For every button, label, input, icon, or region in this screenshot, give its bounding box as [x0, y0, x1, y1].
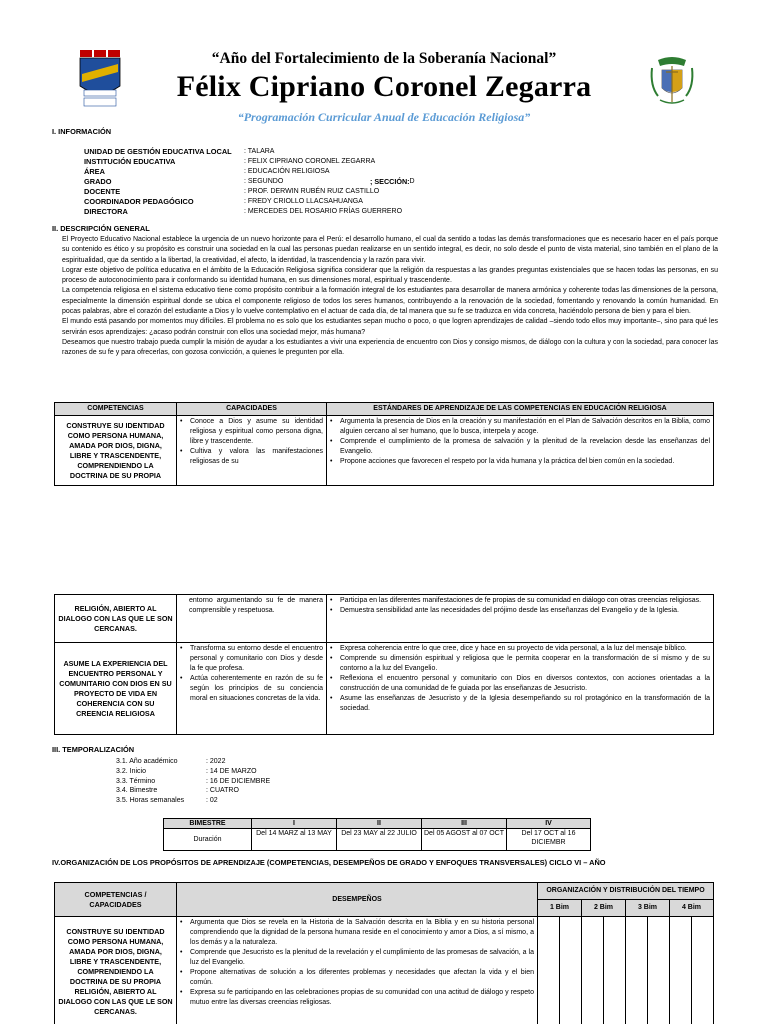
- item-key: 3.2. Inicio: [116, 767, 146, 775]
- section-heading-descripcion: II. DESCRIPCIÓN GENERAL: [52, 224, 150, 233]
- column-header: COMPETENCIAS / CAPACIDADES: [55, 883, 177, 917]
- paragraph: Deseamos que nuestro trabajo pueda cumplir la misión de ayudar a los estudiantes a vivir una experiencia de encuentro con Dios y consigo mismos, de diálogo con la cultura y con la sociedad, para conocer las razones de su fe y para ofrecerlas, con gozosa convicción, a quienes le pregunten por ella.: [62, 338, 718, 357]
- schedule-cell[interactable]: [670, 917, 692, 1024]
- duration-cell: Del 17 OCT al 16 DICIEMBR: [507, 829, 591, 851]
- column-header: II: [337, 819, 422, 829]
- bim-header: 1 Bim: [538, 900, 582, 917]
- estandar-item: • Reflexiona el encuentro personal y comunitario con Dios en diversos contextos, con acciones orientadas a la construcción de una comunidad de fe guiada por las enseñanzas de Jesucristo.: [330, 674, 710, 694]
- paragraph: Lograr este objetivo de política educativa en el ámbito de la Educación Religiosa significa considerar que la religión da respuestas a las grandes preguntas existenciales que se hacen todas las personas, en su proceso de autoconocimiento para ir conformando su identidad humana, en sus dimensiones moral, espiritual y trascendente.: [62, 266, 718, 285]
- info-value: : FREDY CRIOLLO LLACSAHUANGA: [244, 198, 363, 205]
- desempenos-cell: [177, 917, 538, 1024]
- info-row: [84, 197, 415, 207]
- capacidades-cell: [177, 643, 327, 735]
- temporalizacion-item: [116, 796, 270, 806]
- column-header: COMPETENCIAS: [55, 403, 177, 416]
- schedule-cell[interactable]: [538, 917, 560, 1024]
- section-heading-organizacion: IV.ORGANIZACIÓN DE LOS PROPÓSITOS DE APRENDIZAJE (COMPETENCIAS, DESEMPEÑOS DE GRADO Y ENFOQUES TRANSVERSALES) CICLO VI – AÑO: [52, 858, 606, 867]
- column-header: CAPACIDADES: [177, 403, 327, 416]
- desempeno-item: • Expresa su fe participando en las celebraciones propias de su comunidad con una actitud de diálogo y respeto mutuo entre las diversas creencias religiosas.: [180, 988, 534, 1008]
- schedule-cell[interactable]: [604, 917, 626, 1024]
- paragraph: El mundo está pasando por momentos muy difíciles. El problema no es solo que los estudiantes sepan mucho o poco, o que logren aprendizajes de calidad –siendo todo ellos muy importante–, sino para qué les servirán esos aprendizajes: ¿acaso podrán construir con ellos una sociedad mejor, más humana?: [62, 318, 718, 336]
- info-value: : TALARA: [244, 148, 275, 155]
- info-value: : SEGUNDO: [244, 178, 284, 185]
- estandar-item: • Demuestra sensibilidad ante las necesidades del prójimo desde las enseñanzas del Evangelio y de la Iglesia.: [330, 606, 710, 616]
- column-header: IV: [507, 819, 591, 829]
- info-label: UNIDAD DE GESTIÓN EDUCATIVA LOCAL: [84, 147, 232, 156]
- info-row: [84, 207, 415, 217]
- competencia-cell: ASUME LA EXPERIENCIA DEL ENCUENTRO PERSONAL Y COMUNITARIO CON DIOS EN SU PROYECTO DE VIDA EN COHERENCIA CON SU CREENCIA RELIGIOSA: [55, 643, 177, 735]
- info-value: : PROF. DERWIN RUBÉN RUIZ CASTILLO: [244, 188, 380, 195]
- temporalizacion-item: [116, 786, 270, 796]
- estandar-item: • Propone acciones que favorecen el respeto por la vida humana y la práctica del bien común en la sociedad.: [330, 457, 710, 467]
- capacidad-item: • Conoce a Dios y asume su identidad religiosa y espiritual como persona digna, libre y trascendente.: [180, 417, 323, 447]
- schedule-cell[interactable]: [648, 917, 670, 1024]
- capacidades-cell: [177, 416, 327, 486]
- column-header: DESEMPEÑOS: [177, 883, 538, 917]
- estandar-item: • Participa en las diferentes manifestaciones de fe propias de su comunidad en diálogo con otras creencias religiosas.: [330, 596, 710, 606]
- duration-cell: Del 23 MAY al 22 JULIO: [337, 829, 422, 851]
- year-motto: “Año del Fortalecimiento de la Soberanía Nacional”: [211, 50, 557, 67]
- item-key: 3.4. Bimestre: [116, 787, 158, 795]
- info-row: [84, 167, 415, 177]
- capacidad-item: • Actúa coherentemente en razón de su fe según los principios de su conciencia moral en situaciones concretas de la vida.: [180, 674, 323, 704]
- info-row: [84, 187, 415, 197]
- estandar-item: • Comprende el cumplimiento de la promesa de salvación y la plenitud de la revelacion desde las enseñanzas del Evangelio.: [330, 437, 710, 457]
- item-value: : CUATRO: [206, 787, 239, 795]
- capacidad-item: • Transforma su entorno desde el encuentro personal y comunitario con Dios y desde la fe que profesa.: [180, 644, 323, 674]
- section-heading-temporalizacion: III. TEMPORALIZACIÓN: [52, 745, 135, 754]
- duration-cell: Del 14 MARZ al 13 MAY: [252, 829, 337, 851]
- estandares-cell: [327, 416, 714, 486]
- paragraph: La competencia religiosa en el sistema educativo tiene como propósito contribuir a la formación integral de los estudiantes para desarrollar de manera armónica y coherente todas las dimensiones de la persona, especialmente la dimensión espiritual donde se ubica el componente religioso de todos los seres humanos, contribuyendo a la renovación de la sociedad, fomentando y renovando la común humanidad. En pocas palabras, abre el corazón del estudiante a Dios y lo vuelve contemplativo en el actuar de cada día, de tal manera que su fe se traduzca en vida concreta, haciéndolo persona de bien y para el bien.: [62, 287, 718, 316]
- info-value: : EDUCACIÓN RELIGIOSA: [244, 168, 330, 175]
- bimestre-table: [163, 818, 591, 851]
- column-header: I: [252, 819, 337, 829]
- competencia-cell: CONSTRUYE SU IDENTIDAD COMO PERSONA HUMANA, AMADA POR DIOS, DIGNA, LIBRE Y TRASCENDENTE, COMPRENDIENDO LA DOCTRINA DE SU PROPIA RELIGIÓN, ABIERTO AL DIALOGO CON LAS QUE LE SON CERCANAS.: [55, 917, 177, 1024]
- item-key: 3.5. Horas semanales: [116, 797, 185, 805]
- desempeno-item: • Argumenta que Dios se revela en la Historia de la Salvación descrita en la Biblia y en su historia personal comprendiendo que la dignidad de la persona humana reside en el conocimiento y amor a Dios, a sí mismo, a los demás y a la naturaleza.: [180, 918, 534, 948]
- item-value: : 14 DE MARZO: [206, 767, 257, 775]
- competencia-cell: RELIGIÓN, ABIERTO AL DIALOGO CON LAS QUE LE SON CERCANAS.: [55, 595, 177, 643]
- info-label: COORDINADOR PEDAGÓGICO: [84, 197, 194, 206]
- description-text: [62, 235, 718, 359]
- desempeno-item: • Comprende que Jesucristo es la plenitud de la revelación y el cumplimiento de las promesas de salvación, a la luz del Evangelio.: [180, 948, 534, 968]
- section-value: D: [409, 178, 415, 185]
- paragraph: El Proyecto Educativo Nacional establece la urgencia de un nuevo horizonte para el Perú: el desarrollo humano, el cual da sentido a todas las demás transformaciones que es necesario hacer en el país porque su contenido es ético y su propósito es construir una sociedad en la cual las personas puedan realizarse en un sentido integral, es decir, no solo desde el punto de vista material, sino también en el plano de la espiritualidad, que da sentido a la libertad, la creatividad, el afecto, la identidad, la trascendencia y la razón para vivir.: [62, 236, 718, 264]
- item-value: : 02: [206, 797, 218, 805]
- desempeno-item: • Propone alternativas de solución a los diferentes problemas y necesidades que afectan la vida y el bien común.: [180, 968, 534, 988]
- schedule-cell[interactable]: [582, 917, 604, 1024]
- section-heading-informacion: I. INFORMACIÓN: [52, 127, 112, 136]
- competencia-cell: CONSTRUYE SU IDENTIDAD COMO PERSONA HUMANA, AMADA POR DIOS, DIGNA, LIBRE Y TRASCENDENTE, COMPRENDIENDO LA DOCTRINA DE SU PROPIA: [55, 416, 177, 486]
- estandar-item: • Asume las enseñanzas de Jesucristo y de la Iglesia desempeñando su rol protagónico en la transformación de la sociedad.: [330, 694, 710, 714]
- item-value: : 2022: [206, 758, 226, 765]
- competencias-table-continued: [54, 594, 714, 735]
- info-row: [84, 177, 415, 187]
- item-key: 3.3. Término: [116, 777, 156, 785]
- estandar-item: • Expresa coherencia entre lo que cree, dice y hace en su proyecto de vida personal, a la luz del mensaje bíblico.: [330, 644, 710, 654]
- bim-header: 4 Bim: [670, 900, 714, 917]
- column-header: BIMESTRE: [164, 819, 252, 829]
- estandares-cell: [327, 643, 714, 735]
- info-value: : MERCEDES DEL ROSARIO FRÍAS GUERRERO: [244, 208, 403, 215]
- info-table: [84, 147, 415, 217]
- section-label: ; SECCIÓN:: [370, 177, 410, 186]
- desempenos-table: [54, 882, 714, 1024]
- duration-cell: Del 05 AGOST al 07 OCT: [422, 829, 507, 851]
- estandar-item: • Comprende su dimensión espiritual y religiosa que le permita cooperar en la transformación de sí mismo y de su contorno a la luz del Evangelio.: [330, 654, 710, 674]
- info-label: ÁREA: [84, 167, 105, 176]
- info-label: GRADO: [84, 177, 112, 186]
- column-header: ESTÁNDARES DE APRENDIZAJE DE LAS COMPETENCIAS EN EDUCACIÓN RELIGIOSA: [327, 403, 714, 416]
- bim-header: 3 Bim: [626, 900, 670, 917]
- info-row: [84, 147, 415, 157]
- item-key: 3.1. Año académico: [116, 758, 178, 765]
- schedule-cell[interactable]: [692, 917, 714, 1024]
- row-label: Duración: [164, 829, 252, 851]
- estandares-cell: [327, 595, 714, 643]
- item-value: : 16 DE DICIEMBRE: [206, 777, 271, 785]
- info-value: : FELIX CIPRIANO CORONEL ZEGARRA: [244, 158, 376, 165]
- bim-header: 2 Bim: [582, 900, 626, 917]
- info-row: [84, 157, 415, 167]
- capacidades-cell: entorno argumentando su fe de manera comprensible y respetuosa.: [177, 595, 327, 643]
- info-label: INSTITUCIÓN EDUCATIVA: [84, 157, 176, 166]
- document-subtitle: “Programación Curricular Anual de Educación Religiosa”: [237, 110, 531, 124]
- info-label: DIRECTORA: [84, 207, 128, 216]
- schedule-cell[interactable]: [560, 917, 582, 1024]
- temporalizacion-item: [116, 767, 270, 777]
- temporalizacion-item: [116, 757, 270, 767]
- estandar-item: • Argumenta la presencia de Dios en la creación y su manifestación en el Plan de Salvación descritos en la Biblia, como alguien cercano al ser humano, que lo busca, interpela y acoge.: [330, 417, 710, 437]
- school-name-title: Félix Cipriano Coronel Zegarra: [176, 70, 592, 103]
- column-header: ORGANIZACIÓN Y DISTRIBUCIÓN DEL TIEMPO: [538, 883, 714, 900]
- schedule-cell[interactable]: [626, 917, 648, 1024]
- competencias-table: [54, 402, 714, 486]
- column-header: III: [422, 819, 507, 829]
- info-label: DOCENTE: [84, 187, 121, 196]
- capacidad-item: • Cultiva y valora las manifestaciones religiosas de su: [180, 447, 323, 467]
- temporalizacion-item: [116, 777, 270, 787]
- temporalizacion-list: [116, 757, 270, 806]
